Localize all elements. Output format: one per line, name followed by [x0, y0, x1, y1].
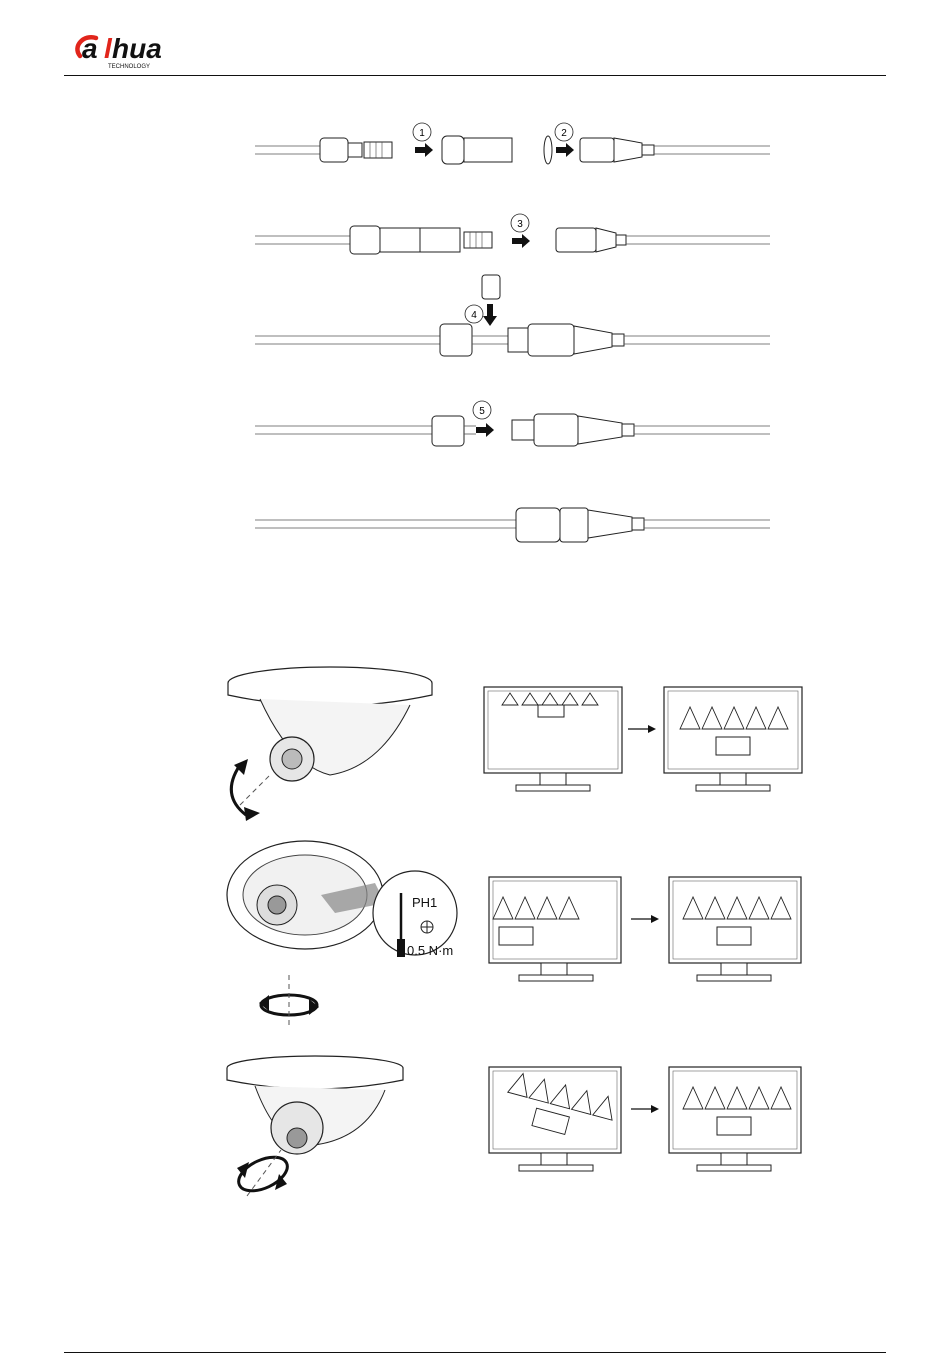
- camera-pan-illustration: [200, 655, 440, 825]
- step-5-label: 5: [479, 406, 485, 417]
- step-1-label: 1: [419, 128, 425, 139]
- step-4-label: 4: [471, 310, 477, 321]
- step-row-4: [255, 401, 770, 446]
- step-row-3: [255, 275, 770, 356]
- monitor-comparison-tilt: [485, 1065, 815, 1180]
- svg-text:l: l: [104, 33, 112, 64]
- step-2-label: 2: [561, 128, 567, 139]
- monitor-comparison-rotate: [485, 875, 815, 990]
- tool-label: PH1: [412, 895, 438, 910]
- svg-text:hua: hua: [112, 33, 162, 64]
- svg-text:TECHNOLOGY: TECHNOLOGY: [108, 64, 151, 70]
- brand-logo: [70, 28, 210, 72]
- monitor-comparison-pan: [480, 685, 810, 800]
- torque-label: 0.5 N·m: [407, 943, 454, 958]
- step-row-5: [255, 508, 770, 542]
- camera-rotate-illustration: [225, 835, 475, 1025]
- screwdriver-icon: [397, 939, 405, 957]
- arrow-right-icon: [415, 143, 433, 157]
- header-rule: [64, 75, 886, 76]
- camera-tilt-illustration: [215, 1050, 415, 1200]
- monitor-icon: [484, 687, 622, 791]
- step-row-2: [255, 214, 770, 254]
- cable-waterproof-assembly-figure: [250, 110, 780, 550]
- step-row-1: [255, 123, 770, 164]
- step-3-label: 3: [517, 219, 523, 230]
- svg-text:a: a: [82, 33, 98, 64]
- arrow-down-icon: [483, 304, 497, 326]
- house-icon: [538, 705, 564, 717]
- footer-rule: [64, 1352, 886, 1353]
